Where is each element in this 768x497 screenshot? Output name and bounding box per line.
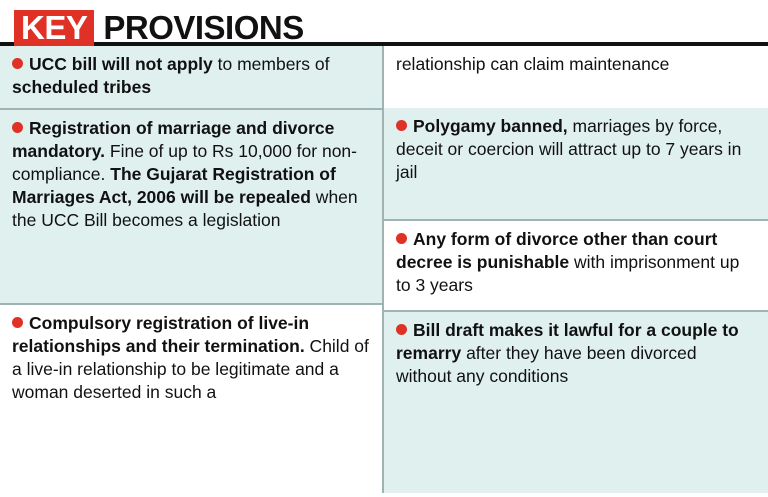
provision-item [384, 108, 768, 219]
provision-item [384, 219, 768, 310]
provision-normal-text: marriages by force, deceit or coercion will attract up to 7 years in jail [396, 116, 742, 182]
provision-continuation [384, 46, 768, 108]
provision-item [384, 310, 768, 493]
provision-normal-text: with imprisonment up to 3 years [396, 251, 740, 295]
provision-bold-lead: Bill draft makes it lawful for a couple to remarry [396, 320, 739, 363]
bullet-icon [12, 317, 23, 328]
title-provisions-text: PROVISIONS [103, 9, 304, 46]
provision-bold-lead: Polygamy banned, [413, 116, 568, 136]
provision-bold-tail: scheduled tribes [12, 76, 152, 97]
bullet-icon [396, 233, 407, 244]
page-title [0, 0, 768, 46]
provision-item [0, 46, 382, 108]
title-key-badge: KEY [14, 10, 94, 48]
provision-item [0, 303, 382, 493]
bullet-icon [12, 122, 23, 133]
bullet-icon [396, 324, 407, 335]
provision-continuation-text: relationship can claim maintenance [396, 54, 670, 74]
provisions-columns [0, 46, 768, 493]
bullet-icon [12, 58, 23, 69]
provision-normal-tail: when the UCC Bill becomes a legislation [12, 186, 358, 230]
provision-bold-lead: UCC bill will not apply [29, 54, 213, 74]
provision-normal-text: Fine of up to Rs 10,000 for non-compliance. [12, 140, 357, 184]
provision-bold-tail: The Gujarat Registration of Marriages Act, 2006 will be repealed [12, 163, 336, 207]
provision-bold-lead: Registration of marriage and divorce mandatory. [12, 118, 335, 161]
provision-item [0, 108, 382, 303]
right-column [384, 46, 768, 493]
bullet-icon [396, 120, 407, 131]
provision-normal-text: after they have been divorced without any conditions [396, 342, 697, 386]
left-column [0, 46, 384, 493]
provision-bold-lead: Compulsory registration of live-in relationships and their termination. [12, 313, 310, 356]
provision-bold-lead: Any form of divorce other than court decree is punishable [396, 229, 718, 272]
provision-normal-text: to members of [212, 54, 330, 74]
provision-normal-text: Child of a live-in relationship to be legitimate and a woman deserted in such a [12, 335, 369, 402]
